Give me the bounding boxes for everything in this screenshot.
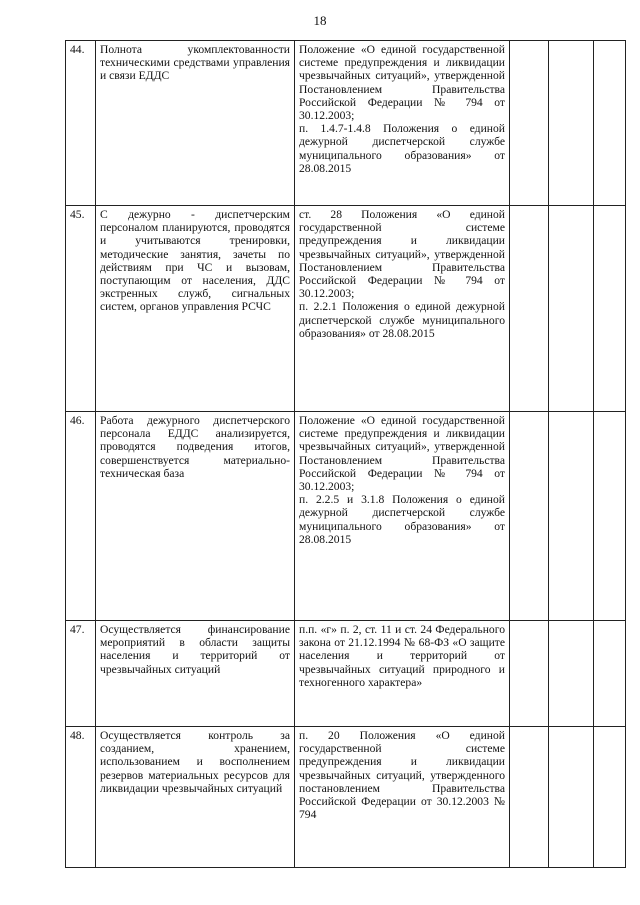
legal-basis-cell: ст. 28 Положения «О единой государственной системе предупреждения и ликвидации чрезвычайных ситуаций», утвержденной Постановлением Правительства Российской Федерации № 794 от 30.12.2003; п. 2.2.1 Положения о единой дежурной диспетчерской службе муниципального образования» от 28.08.2015	[295, 206, 510, 412]
row-number: 44.	[66, 41, 96, 206]
row-number: 45.	[66, 206, 96, 412]
table-row	[66, 206, 626, 412]
answer-cell-no[interactable]	[549, 412, 594, 621]
table-row	[66, 412, 626, 621]
answer-cell-no[interactable]	[549, 727, 594, 868]
legal-basis-cell: Положение «О единой государственной системе предупреждения и ликвидации чрезвычайных ситуаций», утвержденной Постановлением Правительства Российской Федерации № 794 от 30.12.2003; п. 1.4.7-1.4.8 Положения о единой дежурной диспетчерской службе муниципального образования» от 28.08.2015	[295, 41, 510, 206]
row-number: 48.	[66, 727, 96, 868]
page-number: 18	[313, 13, 327, 28]
legal-basis-cell: п. 20 Положения «О единой государственной системе предупреждения и ликвидации чрезвычайных ситуаций, утвержденного постановлением Правительства Российской Федерации от 30.12.2003 № 794	[295, 727, 510, 868]
requirement-cell: Осуществляется контроль за созданием, хранением, использованием и восполнением резервов материальных ресурсов для ликвидации чрезвычайных ситуаций	[96, 727, 295, 868]
legal-basis-cell: п.п. «г» п. 2, ст. 11 и ст. 24 Федерального закона от 21.12.1994 № 68-ФЗ «О защите населения и территорий от чрезвычайных ситуаций природного и техногенного характера»	[295, 621, 510, 727]
requirement-cell: Полнота укомплектованности техническими средствами управления и связи ЕДДС	[96, 41, 295, 206]
answer-cell-no[interactable]	[549, 621, 594, 727]
answer-cell-na[interactable]	[594, 621, 626, 727]
answer-cell-yes[interactable]	[510, 412, 549, 621]
table-row	[66, 727, 626, 868]
answer-cell-no[interactable]	[549, 41, 594, 206]
legal-basis-cell: Положение «О единой государственной системе предупреждения и ликвидации чрезвычайных ситуаций», утвержденной Постановлением Правительства Российской Федерации № 794 от 30.12.2003; п. 2.2.5 и 3.1.8 Положения о единой дежурной диспетчерской службе муниципального образования» от 28.08.2015	[295, 412, 510, 621]
requirement-cell: С дежурно - диспетчерским персоналом планируются, проводятся и учитываются тренировки, методические занятия, зачеты по действиям при ЧС и вызовам, поступающим от населения, ДДС экстренных служб, сигнальных систем, органов управления РСЧС	[96, 206, 295, 412]
answer-cell-na[interactable]	[594, 412, 626, 621]
answer-cell-na[interactable]	[594, 41, 626, 206]
answer-cell-yes[interactable]	[510, 621, 549, 727]
table-row	[66, 41, 626, 206]
requirement-cell: Работа дежурного диспетчерского персонала ЕДДС анализируется, проводятся подведения итогов, совершенствуется материально-техническая база	[96, 412, 295, 621]
row-number: 46.	[66, 412, 96, 621]
answer-cell-yes[interactable]	[510, 206, 549, 412]
answer-cell-yes[interactable]	[510, 41, 549, 206]
row-number: 47.	[66, 621, 96, 727]
requirement-cell: Осуществляется финансирование мероприятий в области защиты населения и территорий от чрезвычайных ситуаций	[96, 621, 295, 727]
answer-cell-yes[interactable]	[510, 727, 549, 868]
table-row	[66, 621, 626, 727]
answer-cell-no[interactable]	[549, 206, 594, 412]
answer-cell-na[interactable]	[594, 206, 626, 412]
checklist-table	[65, 40, 626, 868]
answer-cell-na[interactable]	[594, 727, 626, 868]
